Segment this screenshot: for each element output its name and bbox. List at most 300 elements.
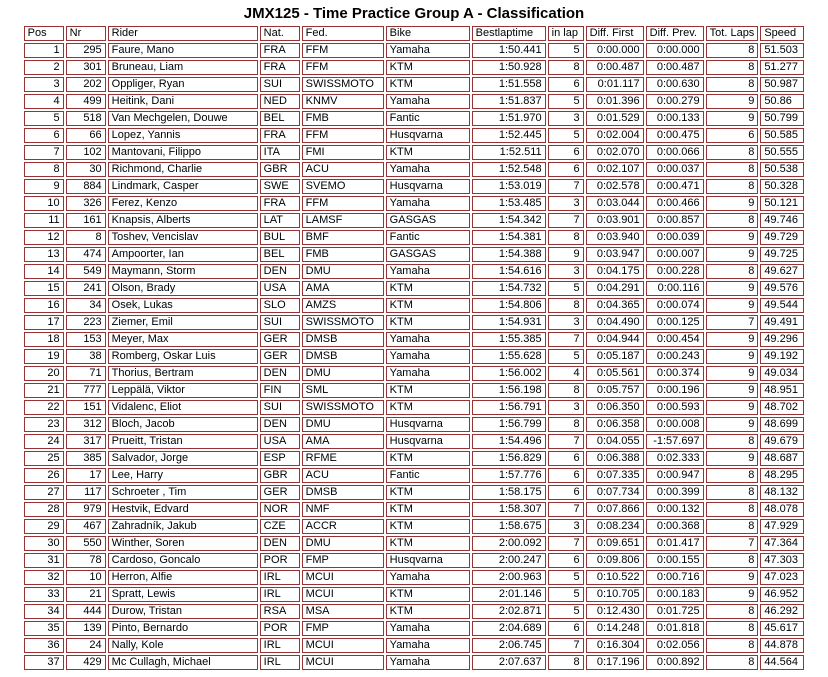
cell-bike: Yamaha [386,570,470,585]
header-cell-pos: Pos [24,26,64,41]
cell-bestlaptime: 2:07.637 [472,655,546,670]
cell-nat: CZE [260,519,300,534]
table-row [24,434,805,449]
cell-speed: 50.585 [760,128,804,143]
cell-in-lap: 3 [548,196,584,211]
page-title: JMX125 - Time Practice Group A - Classification [243,5,585,22]
cell-bestlaptime: 1:50.928 [472,60,546,75]
cell-rider: Salvador, Jorge [108,451,258,466]
cell-bestlaptime: 1:53.485 [472,196,546,211]
cell-speed: 50.538 [760,162,804,177]
cell-tot-laps: 9 [706,417,759,432]
cell-diff-first: 0:04.055 [586,434,644,449]
table-row [24,383,805,398]
cell-tot-laps: 8 [706,519,759,534]
cell-nr: 153 [66,332,106,347]
cell-in-lap: 3 [548,111,584,126]
cell-bike: KTM [386,519,470,534]
cell-speed: 46.292 [760,604,804,619]
cell-bestlaptime: 1:56.799 [472,417,546,432]
cell-fed: NMF [302,502,384,517]
cell-bestlaptime: 1:56.002 [472,366,546,381]
cell-bike: Husqvarna [386,179,470,194]
cell-diff-first: 0:16.304 [586,638,644,653]
cell-nat: FRA [260,60,300,75]
cell-pos: 7 [24,145,64,160]
cell-tot-laps: 9 [706,332,759,347]
cell-tot-laps: 8 [706,638,759,653]
cell-pos: 8 [24,162,64,177]
cell-speed: 47.303 [760,553,804,568]
cell-diff-first: 0:01.529 [586,111,644,126]
cell-speed: 50.86 [760,94,804,109]
cell-pos: 37 [24,655,64,670]
cell-speed: 47.364 [760,536,804,551]
cell-speed: 49.491 [760,315,804,330]
cell-fed: SVEMO [302,179,384,194]
cell-rider: Bloch, Jacob [108,417,258,432]
cell-rider: Prueitt, Tristan [108,434,258,449]
cell-diff-first: 0:14.248 [586,621,644,636]
table-row [24,264,805,279]
cell-diff-first: 0:07.866 [586,502,644,517]
cell-in-lap: 7 [548,434,584,449]
cell-bike: Fantic [386,111,470,126]
cell-nat: IRL [260,570,300,585]
cell-diff-first: 0:09.806 [586,553,644,568]
cell-bike: KTM [386,587,470,602]
cell-bestlaptime: 1:54.496 [472,434,546,449]
cell-nr: 444 [66,604,106,619]
cell-speed: 46.952 [760,587,804,602]
cell-speed: 48.687 [760,451,804,466]
cell-tot-laps: 8 [706,145,759,160]
cell-in-lap: 8 [548,417,584,432]
cell-diff-prev: 0:00.183 [646,587,704,602]
cell-speed: 50.987 [760,77,804,92]
table-row [24,485,805,500]
cell-diff-first: 0:05.561 [586,366,644,381]
cell-pos: 24 [24,434,64,449]
cell-bike: Husqvarna [386,128,470,143]
cell-in-lap: 6 [548,553,584,568]
cell-pos: 26 [24,468,64,483]
cell-nr: 102 [66,145,106,160]
table-row [24,77,805,92]
cell-bestlaptime: 2:00.247 [472,553,546,568]
cell-rider: Maymann, Storm [108,264,258,279]
cell-nat: SLO [260,298,300,313]
cell-diff-first: 0:05.187 [586,349,644,364]
cell-bestlaptime: 1:54.732 [472,281,546,296]
cell-speed: 48.078 [760,502,804,517]
cell-bike: KTM [386,383,470,398]
cell-diff-prev: 0:00.466 [646,196,704,211]
cell-rider: Zahradník, Jakub [108,519,258,534]
cell-fed: ACU [302,162,384,177]
cell-pos: 11 [24,213,64,228]
table-row [24,638,805,653]
cell-in-lap: 6 [548,77,584,92]
cell-tot-laps: 8 [706,621,759,636]
cell-nr: 10 [66,570,106,585]
cell-tot-laps: 8 [706,60,759,75]
cell-pos: 32 [24,570,64,585]
cell-fed: DMSB [302,349,384,364]
cell-bike: Yamaha [386,43,470,58]
table-row [24,60,805,75]
cell-speed: 48.295 [760,468,804,483]
cell-speed: 49.034 [760,366,804,381]
cell-nr: 78 [66,553,106,568]
table-row [24,553,805,568]
cell-diff-prev: 0:00.125 [646,315,704,330]
table-row [24,604,805,619]
cell-in-lap: 7 [548,213,584,228]
header-cell-nr: Nr [66,26,106,41]
cell-nr: 38 [66,349,106,364]
cell-bike: Yamaha [386,349,470,364]
cell-diff-first: 0:03.901 [586,213,644,228]
cell-diff-prev: 0:00.857 [646,213,704,228]
cell-pos: 31 [24,553,64,568]
cell-nat: GER [260,332,300,347]
cell-diff-prev: 0:00.196 [646,383,704,398]
cell-rider: Romberg, Oskar Luis [108,349,258,364]
cell-tot-laps: 9 [706,230,759,245]
cell-nat: DEN [260,366,300,381]
cell-rider: Lindmark, Casper [108,179,258,194]
cell-bike: KTM [386,281,470,296]
cell-tot-laps: 8 [706,655,759,670]
cell-speed: 49.679 [760,434,804,449]
cell-diff-first: 0:01.117 [586,77,644,92]
cell-fed: FFM [302,196,384,211]
header-row [24,26,805,41]
cell-nat: BEL [260,247,300,262]
cell-diff-first: 0:03.947 [586,247,644,262]
cell-diff-first: 0:10.705 [586,587,644,602]
cell-nat: DEN [260,417,300,432]
cell-bike: Husqvarna [386,553,470,568]
cell-tot-laps: 8 [706,553,759,568]
cell-tot-laps: 9 [706,383,759,398]
cell-diff-prev: 0:00.630 [646,77,704,92]
cell-rider: Van Mechgelen, Douwe [108,111,258,126]
cell-tot-laps: 8 [706,43,759,58]
cell-pos: 19 [24,349,64,364]
cell-speed: 45.617 [760,621,804,636]
cell-bestlaptime: 2:00.963 [472,570,546,585]
cell-diff-prev: 0:00.155 [646,553,704,568]
cell-bestlaptime: 1:54.931 [472,315,546,330]
cell-diff-prev: 0:00.368 [646,519,704,534]
cell-diff-prev: 0:00.066 [646,145,704,160]
cell-bestlaptime: 1:57.776 [472,468,546,483]
cell-diff-first: 0:03.940 [586,230,644,245]
cell-bestlaptime: 1:54.381 [472,230,546,245]
cell-fed: FMB [302,247,384,262]
cell-speed: 44.878 [760,638,804,653]
cell-nr: 8 [66,230,106,245]
cell-pos: 10 [24,196,64,211]
cell-bestlaptime: 2:02.871 [472,604,546,619]
cell-rider: Olson, Brady [108,281,258,296]
cell-tot-laps: 7 [706,315,759,330]
cell-speed: 50.328 [760,179,804,194]
table-row [24,315,805,330]
cell-nr: 24 [66,638,106,653]
table-row [24,417,805,432]
cell-tot-laps: 8 [706,162,759,177]
cell-pos: 9 [24,179,64,194]
cell-nat: IRL [260,587,300,602]
cell-speed: 49.296 [760,332,804,347]
cell-tot-laps: 8 [706,485,759,500]
cell-speed: 49.729 [760,230,804,245]
cell-in-lap: 9 [548,247,584,262]
cell-rider: Ampoorter, Ian [108,247,258,262]
cell-in-lap: 7 [548,638,584,653]
cell-pos: 36 [24,638,64,653]
cell-speed: 48.702 [760,400,804,415]
cell-tot-laps: 9 [706,298,759,313]
table-row [24,536,805,551]
cell-rider: Ferez, Kenzo [108,196,258,211]
cell-diff-prev: 0:00.037 [646,162,704,177]
cell-bike: Yamaha [386,366,470,381]
cell-in-lap: 7 [548,179,584,194]
cell-bestlaptime: 1:54.388 [472,247,546,262]
cell-rider: Lopez, Yannis [108,128,258,143]
cell-speed: 51.277 [760,60,804,75]
cell-in-lap: 3 [548,315,584,330]
cell-nr: 151 [66,400,106,415]
cell-nr: 385 [66,451,106,466]
cell-diff-first: 0:04.365 [586,298,644,313]
cell-in-lap: 6 [548,621,584,636]
cell-pos: 30 [24,536,64,551]
cell-diff-first: 0:05.757 [586,383,644,398]
cell-bike: Yamaha [386,94,470,109]
cell-nr: 30 [66,162,106,177]
cell-speed: 49.746 [760,213,804,228]
cell-rider: Osek, Lukas [108,298,258,313]
cell-pos: 18 [24,332,64,347]
cell-diff-prev: 0:00.074 [646,298,704,313]
header-cell-diff-prev: Diff. Prev. [646,26,704,41]
cell-bestlaptime: 1:52.511 [472,145,546,160]
cell-diff-first: 0:03.044 [586,196,644,211]
cell-fed: RFME [302,451,384,466]
cell-fed: MCUI [302,638,384,653]
cell-tot-laps: 9 [706,366,759,381]
cell-bike: Yamaha [386,332,470,347]
cell-tot-laps: 9 [706,247,759,262]
cell-in-lap: 7 [548,536,584,551]
cell-diff-prev: 0:02.333 [646,451,704,466]
cell-nat: LAT [260,213,300,228]
cell-speed: 47.023 [760,570,804,585]
cell-diff-prev: 0:00.007 [646,247,704,262]
cell-pos: 12 [24,230,64,245]
cell-rider: Winther, Soren [108,536,258,551]
cell-speed: 49.725 [760,247,804,262]
table-row [24,400,805,415]
cell-fed: AMA [302,434,384,449]
cell-speed: 44.564 [760,655,804,670]
cell-nr: 161 [66,213,106,228]
cell-fed: SWISSMOTO [302,315,384,330]
cell-fed: DMSB [302,485,384,500]
cell-bike: Yamaha [386,638,470,653]
cell-bike: KTM [386,502,470,517]
table-row [24,502,805,517]
cell-diff-prev: 0:00.243 [646,349,704,364]
cell-fed: DMSB [302,332,384,347]
cell-diff-prev: 0:00.000 [646,43,704,58]
cell-bestlaptime: 1:58.675 [472,519,546,534]
cell-bestlaptime: 1:51.970 [472,111,546,126]
cell-bike: GASGAS [386,247,470,262]
cell-pos: 20 [24,366,64,381]
cell-fed: AMZS [302,298,384,313]
cell-nr: 467 [66,519,106,534]
cell-bestlaptime: 1:53.019 [472,179,546,194]
cell-nat: SUI [260,77,300,92]
cell-diff-prev: 0:00.487 [646,60,704,75]
table-row [24,94,805,109]
cell-in-lap: 5 [548,94,584,109]
cell-in-lap: 5 [548,281,584,296]
cell-nat: POR [260,553,300,568]
cell-nr: 884 [66,179,106,194]
cell-fed: BMF [302,230,384,245]
cell-rider: Durow, Tristan [108,604,258,619]
cell-diff-first: 0:17.196 [586,655,644,670]
cell-in-lap: 6 [548,485,584,500]
cell-diff-first: 0:08.234 [586,519,644,534]
cell-pos: 28 [24,502,64,517]
cell-nr: 499 [66,94,106,109]
cell-rider: Leppälä, Viktor [108,383,258,398]
cell-rider: Bruneau, Liam [108,60,258,75]
cell-pos: 29 [24,519,64,534]
table-row [24,519,805,534]
cell-speed: 50.799 [760,111,804,126]
header-cell-bestlaptime: Bestlaptime [472,26,546,41]
cell-nat: DEN [260,264,300,279]
cell-nat: GER [260,485,300,500]
cell-rider: Richmond, Charlie [108,162,258,177]
cell-diff-first: 0:02.107 [586,162,644,177]
header-cell-bike: Bike [386,26,470,41]
cell-nat: POR [260,621,300,636]
header-cell-in-lap: in lap [548,26,584,41]
cell-fed: FMI [302,145,384,160]
cell-fed: ACCR [302,519,384,534]
cell-in-lap: 7 [548,332,584,347]
cell-in-lap: 4 [548,366,584,381]
cell-tot-laps: 8 [706,77,759,92]
cell-fed: FMP [302,553,384,568]
cell-fed: FMB [302,111,384,126]
cell-diff-first: 0:02.578 [586,179,644,194]
cell-in-lap: 8 [548,60,584,75]
cell-speed: 49.192 [760,349,804,364]
cell-nat: BUL [260,230,300,245]
table-row [24,213,805,228]
cell-nat: FRA [260,128,300,143]
cell-diff-prev: 0:00.228 [646,264,704,279]
table-row [24,587,805,602]
cell-pos: 22 [24,400,64,415]
cell-bike: KTM [386,536,470,551]
cell-nat: RSA [260,604,300,619]
table-row [24,111,805,126]
cell-bestlaptime: 1:54.806 [472,298,546,313]
cell-tot-laps: 9 [706,281,759,296]
cell-diff-first: 0:10.522 [586,570,644,585]
cell-rider: Nally, Kole [108,638,258,653]
cell-bike: Yamaha [386,162,470,177]
cell-pos: 4 [24,94,64,109]
cell-nat: SUI [260,400,300,415]
cell-in-lap: 7 [548,502,584,517]
cell-rider: Herron, Alfie [108,570,258,585]
cell-bestlaptime: 1:51.558 [472,77,546,92]
cell-nat: GBR [260,468,300,483]
cell-in-lap: 8 [548,655,584,670]
cell-diff-first: 0:04.291 [586,281,644,296]
cell-diff-first: 0:04.490 [586,315,644,330]
cell-bestlaptime: 1:55.628 [472,349,546,364]
cell-rider: Lee, Harry [108,468,258,483]
cell-rider: Thorius, Bertram [108,366,258,381]
cell-rider: Toshev, Vencislav [108,230,258,245]
cell-tot-laps: 9 [706,349,759,364]
cell-fed: DMU [302,366,384,381]
cell-bike: KTM [386,451,470,466]
cell-diff-prev: 0:00.116 [646,281,704,296]
header-cell-diff-first: Diff. First [586,26,644,41]
cell-bestlaptime: 1:55.385 [472,332,546,347]
cell-rider: Faure, Mano [108,43,258,58]
cell-diff-first: 0:00.000 [586,43,644,58]
table-row [24,332,805,347]
cell-nr: 979 [66,502,106,517]
table-row [24,570,805,585]
cell-fed: KNMV [302,94,384,109]
cell-bike: Yamaha [386,621,470,636]
cell-bestlaptime: 1:52.445 [472,128,546,143]
cell-pos: 25 [24,451,64,466]
table-row [24,196,805,211]
cell-speed: 50.121 [760,196,804,211]
cell-bestlaptime: 1:52.548 [472,162,546,177]
cell-pos: 16 [24,298,64,313]
cell-tot-laps: 9 [706,196,759,211]
cell-fed: LAMSF [302,213,384,228]
cell-nr: 549 [66,264,106,279]
cell-nr: 139 [66,621,106,636]
cell-tot-laps: 9 [706,587,759,602]
cell-speed: 49.544 [760,298,804,313]
cell-diff-prev: 0:00.454 [646,332,704,347]
cell-rider: Spratt, Lewis [108,587,258,602]
cell-bike: Husqvarna [386,417,470,432]
cell-in-lap: 3 [548,400,584,415]
